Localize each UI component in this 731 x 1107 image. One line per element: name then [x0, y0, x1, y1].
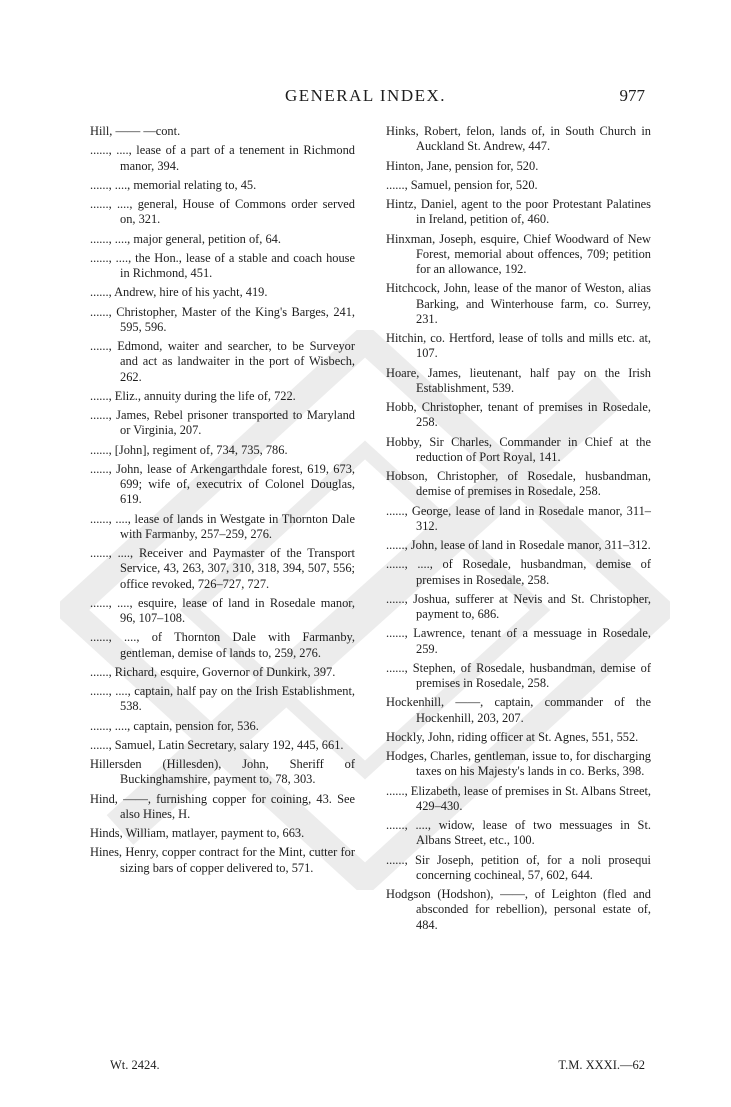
index-entry: Hintz, Daniel, agent to the poor Protestant Palatines in Ireland, petition of, 460. [386, 197, 651, 227]
index-entry: Hobb, Christopher, tenant of premises in Rosedale, 258. [386, 400, 651, 430]
footer-print-mark: Wt. 2424. [110, 1058, 160, 1072]
index-entry: Hind, ——, furnishing copper for coining, 43. See also Hines, H. [90, 791, 355, 821]
index-entry: Hobson, Christopher, of Rosedale, husbandman, demise of premises in Rosedale, 258. [386, 469, 651, 499]
index-entry: ......, ...., captain, pension for, 536. [90, 718, 259, 733]
index-entry: ......, Christopher, Master of the King's Barges, 241, 595, 596. [90, 304, 355, 334]
index-entry: ......, ...., widow, lease of two messuages in St. Albans Street, etc., 100. [386, 818, 651, 848]
index-entry: Hockenhill, ——, captain, commander of the Hockenhill, 203, 207. [386, 695, 651, 725]
index-entry: ......, Elizabeth, lease of premises in St. Albans Street, 429–430. [386, 783, 651, 813]
index-entry: ......, Joshua, sufferer at Nevis and St. Christopher, payment to, 686. [386, 591, 651, 621]
index-entry: ......, Andrew, hire of his yacht, 419. [90, 285, 268, 300]
index-entry: Hoare, James, lieutenant, half pay on the Irish Establishment, 539. [386, 365, 651, 395]
index-entry: ......, Richard, esquire, Governor of Dunkirk, 397. [90, 664, 336, 679]
index-entry: ......, Eliz., annuity during the life of, 722. [90, 388, 296, 403]
index-entry: ......, Stephen, of Rosedale, husbandman, demise of premises in Rosedale, 258. [386, 660, 651, 690]
index-entry: ......, ...., lease of a part of a tenement in Richmond manor, 394. [90, 143, 355, 173]
index-entry: ......, ...., of Thornton Dale with Farmanby, gentleman, demise of lands to, 259, 276. [90, 630, 355, 660]
index-entry: Hitchcock, John, lease of the manor of Weston, alias Barking, and Winterhouse farm, co. Surrey, 231. [386, 281, 651, 326]
index-entry: Hobby, Sir Charles, Commander in Chief at the reduction of Port Royal, 141. [386, 434, 651, 464]
index-entry: ......, John, lease of land in Rosedale manor, 311–312. [386, 538, 651, 552]
index-entry: ......, ...., memorial relating to, 45. [90, 177, 257, 192]
index-entry: ......, [John], regiment of, 734, 735, 786. [90, 442, 288, 457]
index-entry: ......, James, Rebel prisoner transported to Maryland or Virginia, 207. [90, 408, 355, 438]
running-title: GENERAL INDEX. [284, 86, 447, 105]
index-entry: ......, George, lease of land in Rosedale manor, 311–312. [386, 503, 651, 533]
index-entry: ......, ...., general, House of Commons order served on, 321. [90, 197, 355, 227]
index-entry: Hinxman, Joseph, esquire, Chief Woodward of New Forest, memorial about offences, 709; petition for an allowance, 192. [386, 231, 651, 276]
index-entry: Hodges, Charles, gentleman, issue to, for discharging taxes on his Majesty's lands in co. Berks, 398. [386, 749, 651, 779]
page-header [0, 86, 731, 110]
index-entry: Hinds, William, matlayer, payment to, 663. [90, 826, 305, 840]
index-entry: Hill, —— —cont. [90, 124, 181, 138]
index-entry: ......, John, lease of Arkengarthdale forest, 619, 673, 699; wife of, executrix of Colonel Douglas, 619. [90, 461, 355, 507]
index-entry: Hitchin, co. Hertford, lease of tolls and mills etc. at, 107. [386, 331, 651, 361]
index-entry: ......, Samuel, Latin Secretary, salary 192, 445, 661. [90, 737, 344, 752]
index-entry: ......, ...., lease of lands in Westgate in Thornton Dale with Farmanby, 257–259, 276. [90, 511, 355, 541]
index-entry: Hodgson (Hodshon), ——, of Leighton (fled and absconded for rebellion), personal estate of, 484. [386, 887, 651, 932]
page-number: 977 [619, 86, 645, 105]
index-entry: ......, ...., of Rosedale, husbandman, demise of premises in Rosedale, 258. [386, 557, 651, 587]
index-entry: ......, Samuel, pension for, 520. [386, 177, 538, 192]
index-entry: ......, Sir Joseph, petition of, for a noli prosequi concerning cochineal, 57, 602, 644. [386, 852, 651, 882]
index-entry: ......, ...., Receiver and Paymaster of the Transport Service, 43, 263, 307, 310, 318, 394, 507, 556; office revoked, 726–727, 727. [90, 546, 355, 591]
index-entry: ......, ...., captain, half pay on the Irish Establishment, 538. [90, 684, 355, 714]
index-entry: ......, ...., esquire, lease of land in Rosedale manor, 96, 107–108. [90, 595, 355, 625]
index-column-left [90, 124, 355, 880]
index-entry: ......, Edmond, waiter and searcher, to be Surveyor and act as landwaiter in the port of Wisbech, 262. [90, 339, 355, 384]
index-entry: Hinks, Robert, felon, lands of, in South Church in Auckland St. Andrew, 447. [386, 124, 651, 154]
index-entry: Hines, Henry, copper contract for the Mint, cutter for sizing bars of copper delivered to, 571. [90, 845, 355, 875]
footer-signature-mark: T.M. XXXI.—62 [558, 1058, 645, 1072]
index-entry: ......, Lawrence, tenant of a messuage in Rosedale, 259. [386, 626, 651, 656]
index-entry: Hockly, John, riding officer at St. Agnes, 551, 552. [386, 729, 639, 744]
index-entry: ......, ...., major general, petition of, 64. [90, 231, 281, 246]
index-entry: Hinton, Jane, pension for, 520. [386, 158, 539, 173]
index-entry: Hillersden (Hillesden), John, Sheriff of Buckinghamshire, payment to, 78, 303. [90, 757, 355, 787]
index-column-right [386, 124, 651, 937]
index-entry: ......, ...., the Hon., lease of a stable and coach house in Richmond, 451. [90, 250, 355, 280]
